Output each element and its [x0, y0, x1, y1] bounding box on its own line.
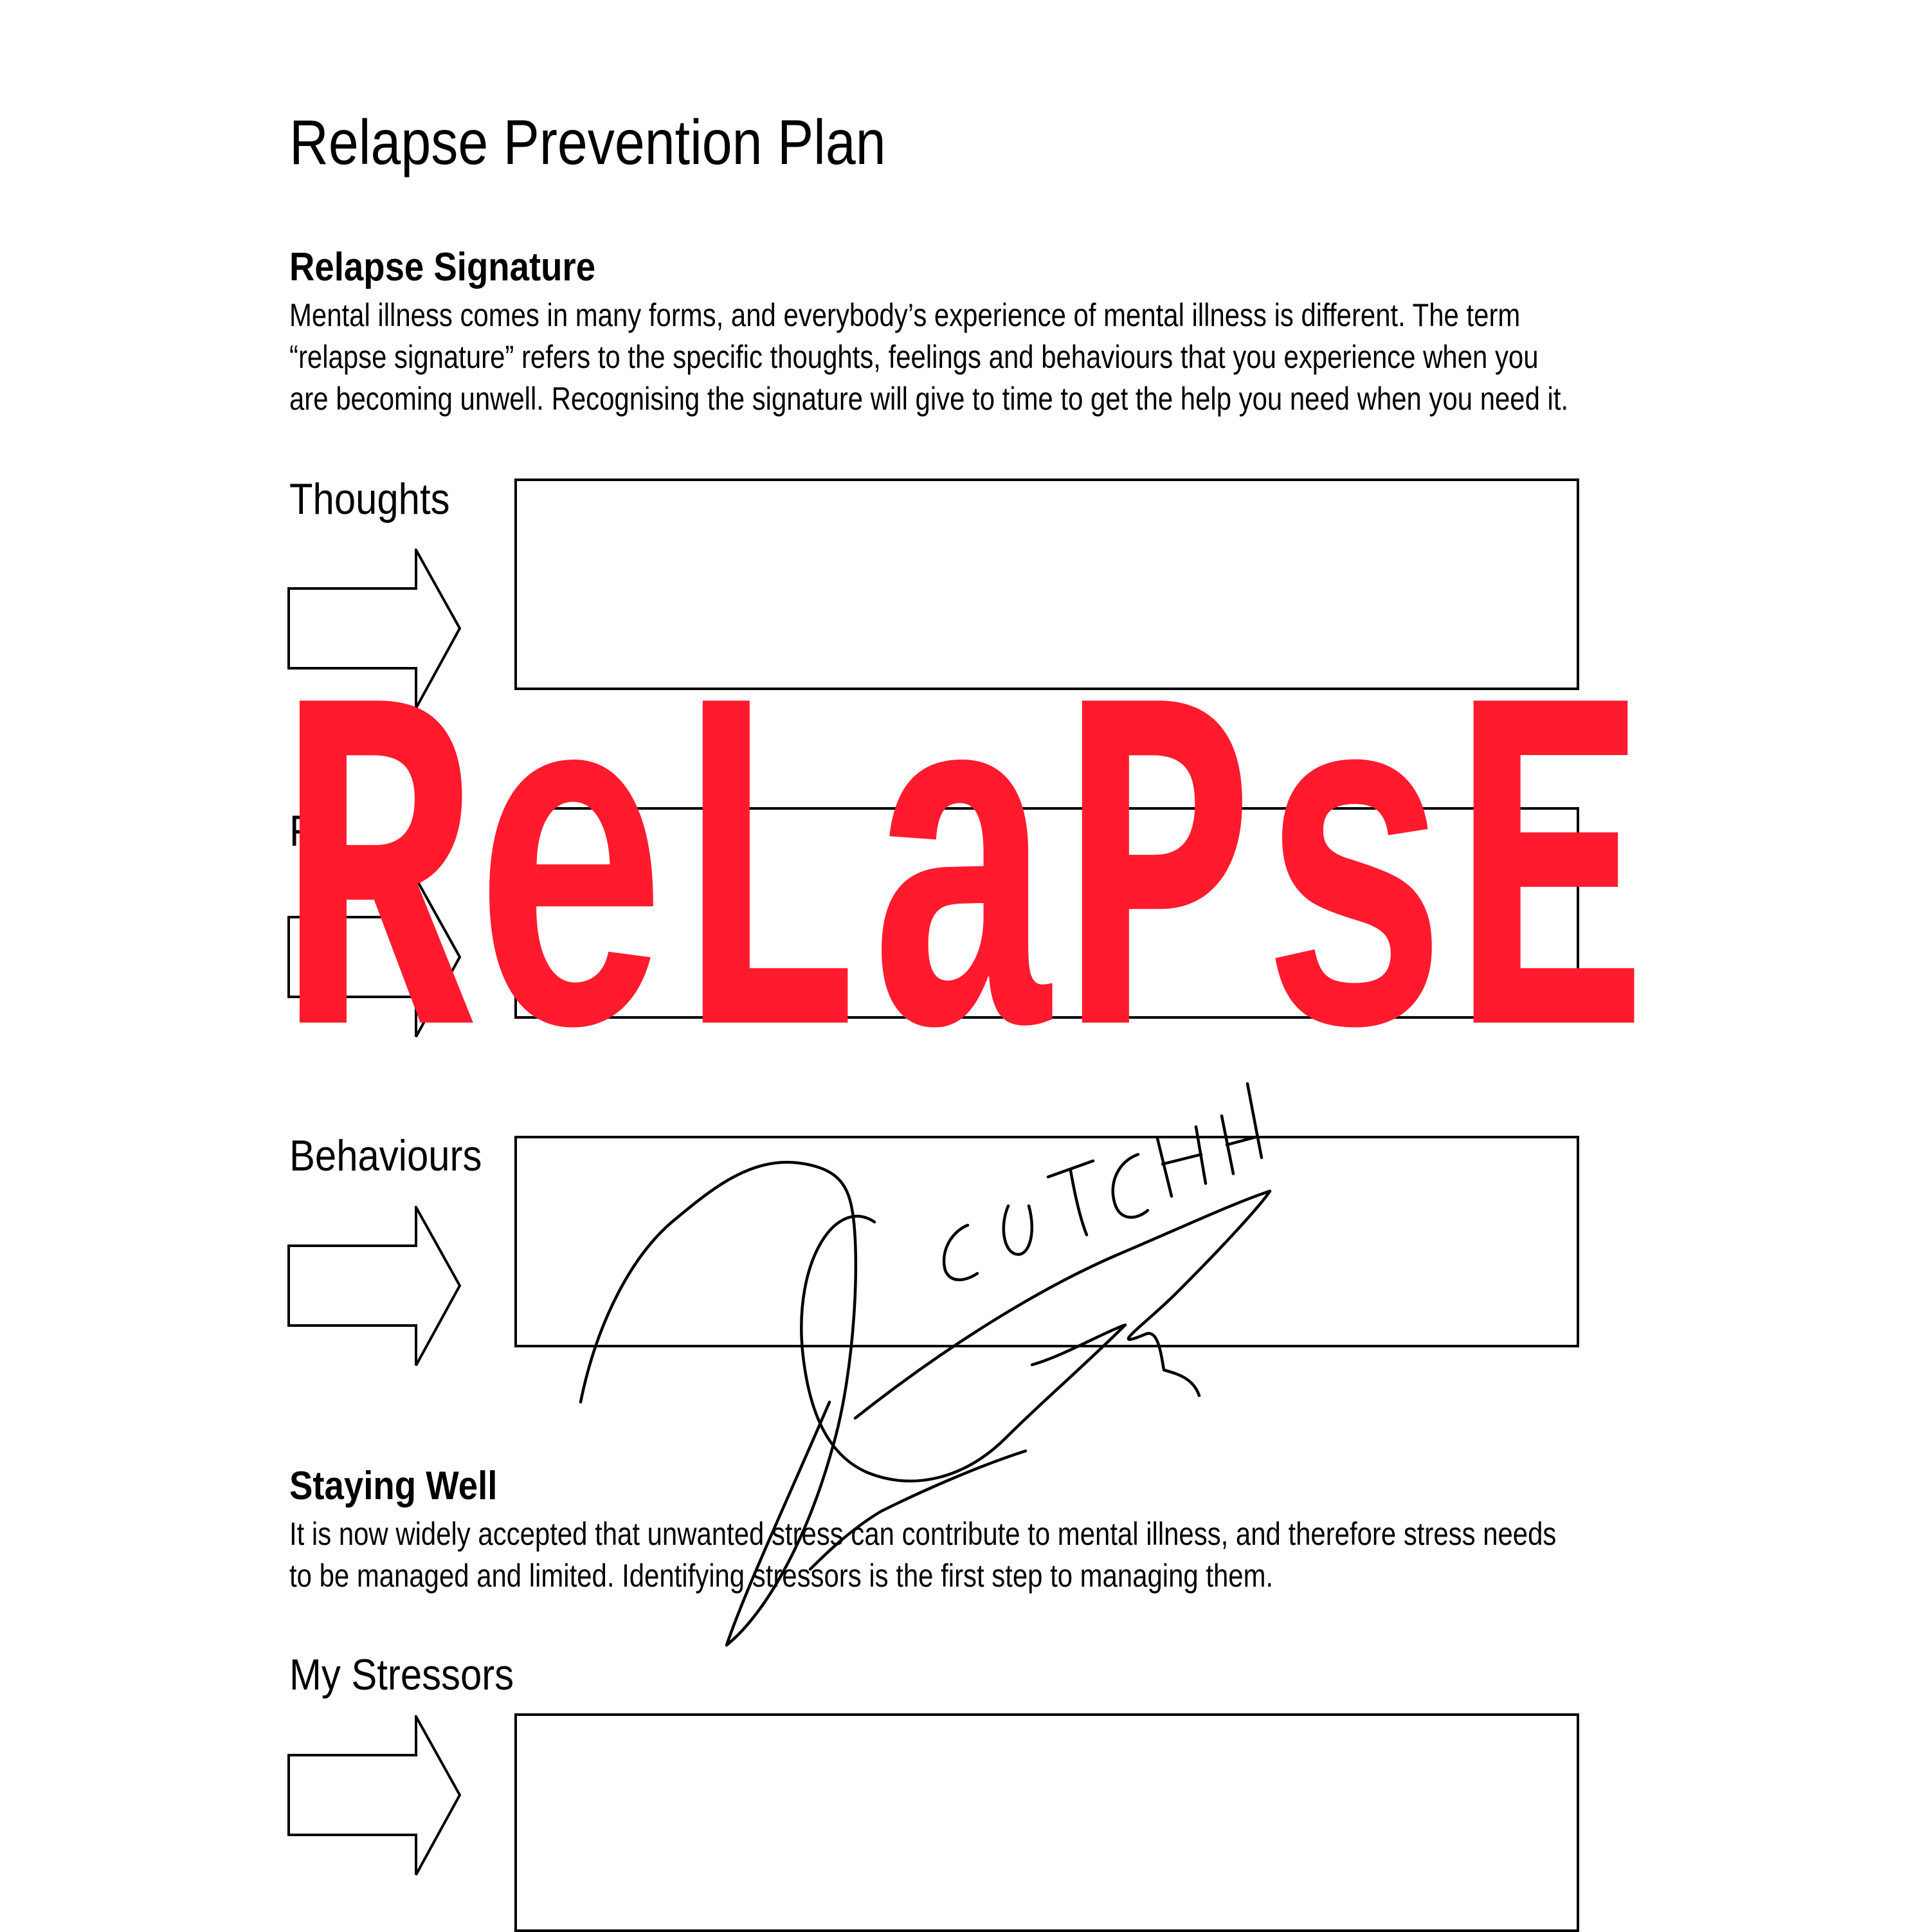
my-stressors-label: My Stressors [289, 1650, 514, 1699]
staying-well-heading: Staying Well [289, 1464, 498, 1508]
thoughts-label: Thoughts [289, 475, 450, 524]
paragraph-line: “relapse signature” refers to the specific thoughts, feelings and behaviours that you experience when you [289, 339, 1539, 375]
feelings-label: F [289, 807, 313, 855]
paragraph-line: It is now widely accepted that unwanted stress can contribute to mental illness, and therefore stress needs [289, 1516, 1557, 1552]
paragraph-line: are becoming unwell. Recognising the signature will give to time to get the help you need when you need it. [289, 381, 1569, 417]
behaviours-label: Behaviours [289, 1131, 482, 1180]
paragraph-line: to be managed and limited. Identifying stressors is the first step to managing them. [289, 1558, 1274, 1594]
paragraph-line: Mental illness comes in many forms, and everybody’s experience of mental illness is different. The term [289, 297, 1521, 333]
relapse-signature-heading: Relapse Signature [289, 245, 596, 289]
stamp-text: ReLaPsE [278, 650, 1647, 1035]
page-title: Relapse Prevention Plan [289, 107, 886, 178]
